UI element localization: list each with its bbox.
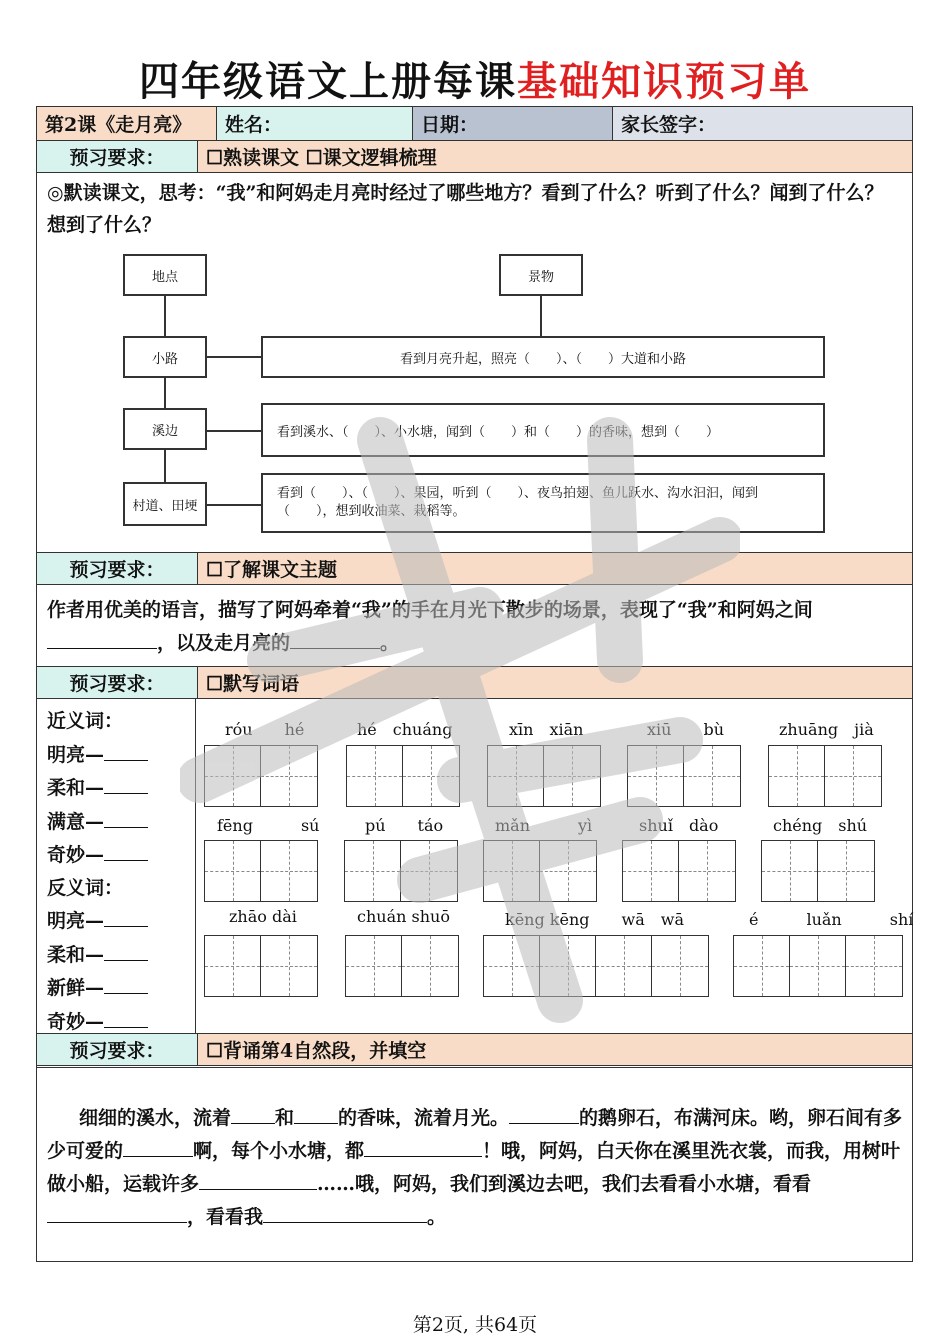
scene-road: 看到月亮升起，照亮（ ）、（ ）大道和小路	[261, 336, 825, 378]
req-row-1	[37, 141, 912, 173]
write-grid[interactable]	[622, 840, 736, 902]
write-grid[interactable]	[733, 935, 903, 997]
worksheet: 第2课《走月亮》 姓名： 日期： 家长签字： 预习要求： ☐熟读课文 ☐课文逻辑梳理 ◎默读课文，思考：“我”和阿妈走月亮时经过了哪些地方？看到了什么？听到了什么？闻到了什么？想到了什么？ 地点 景物 小路 溪边 村道、田埂 看到月亮升起，照亮（ ）、（ ）大道和小路 看到溪水、（ ）、小水塘，闻到（ ）和（ ）的香味，想到（ ） 看到（ ）、（ ）、果园，听到（ ）、夜鸟拍翅、鱼儿跃水、沟水汩汩，闻到（ ），想到收油菜、栽稻等。 预习要求： ☐了解课文主题 作者用优美的语言，描写了阿妈牵着“我”的手在月光下散步的场景，表现了“我”和阿妈之间，以及走月亮的 。 预习要求： ☐默写词语 近义词： 明亮— 柔和— 满意— 奇妙— 反义词： 明亮— 柔和— 新鲜— 奇妙— róu hé hé chuáng xīn xiān xiū bù zhuāng jià fēng sú pú táo mǎn yì shuǐ dào chéng shú zhāo dài chuán shuō kēng kēng wā wā é luǎn shí 预习要求： ☐背诵第4自然段，并填空 细细的溪水，流着 和 的香味，流着月光。 的鹅卵石，布满河床。哟，卵石间有多少可爱的 啊，每个小水塘，都 ！哦，阿妈，白天你在溪里洗衣裳，而我，用树叶做小船，运载许多 ……哦，阿妈，我们到溪边去吧，我们去看看小水塘，看看，看看我 。	[36, 106, 913, 1262]
req-row-2: 预习要求： ☐了解课文主题	[37, 553, 912, 585]
blank[interactable]	[290, 626, 380, 649]
write-grid[interactable]	[204, 840, 318, 902]
write-grid[interactable]	[344, 840, 458, 902]
date-field[interactable]: 日期：	[413, 107, 613, 140]
req-row-4: 预习要求： ☐背诵第4自然段，并填空	[37, 1034, 912, 1066]
page-footer: 第2页, 共64页	[412, 1314, 538, 1336]
lesson-title: 第2课《走月亮》	[37, 107, 217, 140]
req-row-3: 预习要求： ☐默写词语	[37, 667, 912, 699]
write-grid[interactable]	[483, 840, 597, 902]
write-grid[interactable]	[483, 935, 709, 997]
name-field[interactable]: 姓名：	[217, 107, 413, 140]
place-stream: 溪边	[123, 408, 207, 450]
write-grid[interactable]	[761, 840, 875, 902]
sign-field[interactable]: 家长签字：	[613, 107, 912, 140]
blank[interactable]	[47, 626, 157, 649]
write-grid[interactable]	[487, 745, 601, 807]
recite-paragraph: 细细的溪水，流着 和 的香味，流着月光。 的鹅卵石，布满河床。哟，卵石间有多少可爱的 啊，每个小水塘，都 ！哦，阿妈，白天你在溪里洗衣裳，而我，用树叶做小船，运载许多 ……哦，阿妈，我们到溪边去吧，我们去看看小水塘，看看，看看我 。	[47, 1101, 907, 1233]
write-grid[interactable]	[346, 745, 460, 807]
header-row	[37, 107, 912, 141]
write-grid[interactable]	[204, 935, 318, 997]
place-heading: 地点	[123, 254, 207, 296]
place-village: 村道、田埂	[123, 482, 207, 526]
scene-village: 看到（ ）、（ ）、果园，听到（ ）、夜鸟拍翅、鱼儿跃水、沟水汩汩，闻到（ ），想到收油菜、栽稻等。	[261, 473, 825, 533]
scene-stream: 看到溪水、（ ）、小水塘，闻到（ ）和（ ）的香味，想到（ ）	[261, 403, 825, 457]
question-text: ◎默读课文，思考：“我”和阿妈走月亮时经过了哪些地方？看到了什么？听到了什么？闻到了什么？想到了什么？	[47, 182, 884, 236]
place-road: 小路	[123, 336, 207, 378]
page-title: 四年级语文上册每课基础知识预习单	[139, 59, 811, 105]
write-grid[interactable]	[204, 745, 318, 807]
theme-text: 作者用优美的语言，描写了阿妈牵着“我”的手在月光下散步的场景，表现了“我”和阿妈之间，以及走月亮的 。	[47, 599, 813, 654]
write-grid[interactable]	[768, 745, 882, 807]
write-grid[interactable]	[345, 935, 459, 997]
req-checkboxes[interactable]: ☐熟读课文 ☐课文逻辑梳理	[206, 147, 437, 169]
req-label: 预习要求：	[37, 141, 198, 172]
synonyms: 近义词： 明亮— 柔和— 满意— 奇妙— 反义词： 明亮— 柔和— 新鲜— 奇妙—	[47, 705, 148, 1038]
write-grid[interactable]	[627, 745, 741, 807]
scene-heading: 景物	[499, 254, 583, 296]
